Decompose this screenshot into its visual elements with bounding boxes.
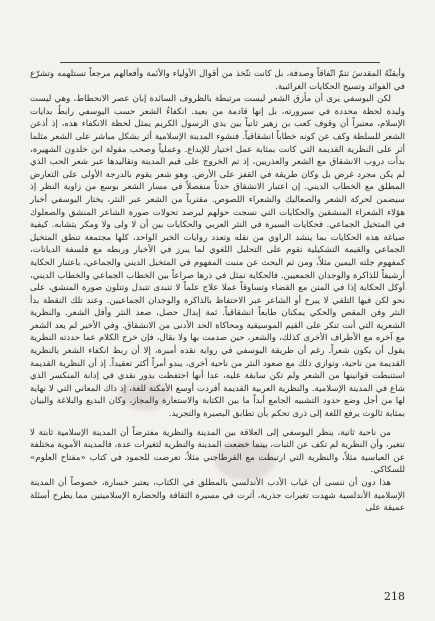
- page-number: 218: [384, 590, 405, 603]
- body-text: [30, 68, 405, 515]
- paragraph: وأبقتْهُ المقدسَ تتمّ اتّفاقاً وصدفة، بل كانت تتّخذ من أقوال الأولياء والأئمة وأفعالهم مرجعاً تستلهمه وتشرّع في الفوائد وتسيح الحكايات الغرائبية.: [30, 69, 405, 92]
- paragraph: من ناحية ثانية، ينظر اليوسفي إلى العلاقة بين المدينة والنظرية مفترضاً أن المدينة الإسلامية ثابتة لا تتغير، وأن النظرية لم تكف عن الثبات، بينما خضعت المدينة والنظرية لتغيرات عدة، فالمدينة الأموية مختلفة عن العباسية مثلاً، والنظرية التي ارتبطت مع القرطاجني مثلاً، تعرضت للجمود في كتاب «مفتاح العلوم» للسكاكي.: [30, 427, 405, 476]
- paragraph: هذا دون أن ننسى أن غياب الأدب الأندلسي بالمطلق في الكتاب، يعتبر خسارة، خصوصاً أن المدينة الإسلامية الأندلسية شهدت تغيرات جذرية، أثرت في مسيرة الثقافة والحضارة الإسلاميتين مما يطرح أسئلة عميقة على: [30, 478, 405, 514]
- paragraph: لكن اليوسفي يرى أن مأزق الشعر ليست مرتبطة بالظروف السائدة إبان عصر الانحطاط، وهي ليست وليدة لحظة محددة في سيرورته، بل إنها قادمة من بعيد. انكفاءُ الشعر حسب اليوسفي رابطُ بدايات الإسلام، معتبراً أن وقوف كعب بن زهير ثانياً بين يدي الرسول الكريم يمثل لحظة الانكفاء هذه، إذ أذعن الشعر للسلطة وكف عن كونه خطاباً انشقاقياً. فنشوء المدينة الإسلامية أثر بشكل مباشر على الشعر مثلما أثر على النظرية القديمة التي كانت بمثابة عمل اختيار للإبداع. وعملياً وصحب مقولة ابن خلدون الشهيرة، بدأت دروب الانشقاق مع الشعر والعذريين، إذ تم الخروج على قيم المدينة وتقاليدها عبر شعر الحب الذي لم يكن مجرد غرض بل وكان طريقة في القفز على الأرض. وهو شعر يقوم بالدرجة الأولى على التعارض المطلق مع الخطاب الديني. إن اعتبار الانشقاق حدثاً منفصلاً في مسار الشعر بوسع من زاوية النظر إذ سيضمن لحركة الشعر والصعاليك والشعراء اللصوص. مقترباً من الشعر عبر النثر، يختار اليوسفي أخبار هؤلاء الشعراء المنشقين والحكايات التي نسجت حولهم ليرصد تحولات صورة الشاعر المنشق والصعلوك في المتخيل الجماعي. فحكايات السيرة في النثر العربي والحكايات بين أن لا ولى ولا ومكر يتشابه. كيفية صياغة هذه الحكايات بما ينشد الراوي من نقله وتعدد روايات الخبر الواحد، كلها مجتمعة تنطق المتخيل الجماعي والقيمة التشكيلية تقوم على التحليل اللغوي لما يبرز في الأخبار وربطه مع فلسفة الديانات، كمفهوم جلته اليمين مثلاً، ومن ثم البحث عن منبت المفهوم في المتخيل الديني والجماعي، باعتبار الحكاية أرشيفاً للذاكرة والوجدان الجمعيين. فالحكاية تمثل في ذرها صراعاً بين الخطاب الجماعي والخطاب الديني، أوكل الحكاية إذا في المتن مع القضاء وتساوقاً عملا علاج علماً لا تتبدى تتبدل وتتلون صورة المنشق، على نحو لكن فيها التلقي لا يبرح أو الشاعر عبر الاحتفاظ بالذاكرة والوجدان الجماعيين. وعند تلك النقطة بدأ النثر وفن المقص والحكي يمكنان طابعاً انشقاقياً. ثمة إبدال حصل، صعد النثر وأفل الشعر. والنظرية الشعرية التي أنت تنكر على القيم الموسيقية ومحاكاة الحد الأدنى من الانشقاق. وفي الأخير لم يعد الشعر مع آخره مع الأطراف الأخرى كذلك، والشعر، حين صدمت بها ولا بقال، فإن خرج الكلام عما حددته النظرية يقول أن يكون شعراً. رغم أن طريقة اليوسفي في رواية نقده أميرة، إلا أن ربط انكفاء الشعر بالنظرية القديمة من ناحية، وتوازي ذلك مع صعود النثر من ناحية أخرى، يبدو أمراً أكثر تعقيداً. إذ أن النظرية القديمة استنبطت قوانينها من الشعر ولم تكن سابقة عليه، عدا أنها احتفظت بدور نقدي في إدانة المنكسر الذي شاع في المدينة الإسلامية. والنظرية العربية القديمة أفردت أوسع الأمكنة للغة، إذ ذاك المعاني التي لا نهاية لها من أجل وضع حدود التشبيه الجامع أبداً ما بين الكتابة والاستعارة والمجاز، وكان البديع والبلاغة والبيان بمثابة ثالوث يرفع اللغة إلى ذرى تحكم بأن تطابق البصيرة والتجريد.: [30, 94, 405, 420]
- header-rule: [60, 62, 380, 63]
